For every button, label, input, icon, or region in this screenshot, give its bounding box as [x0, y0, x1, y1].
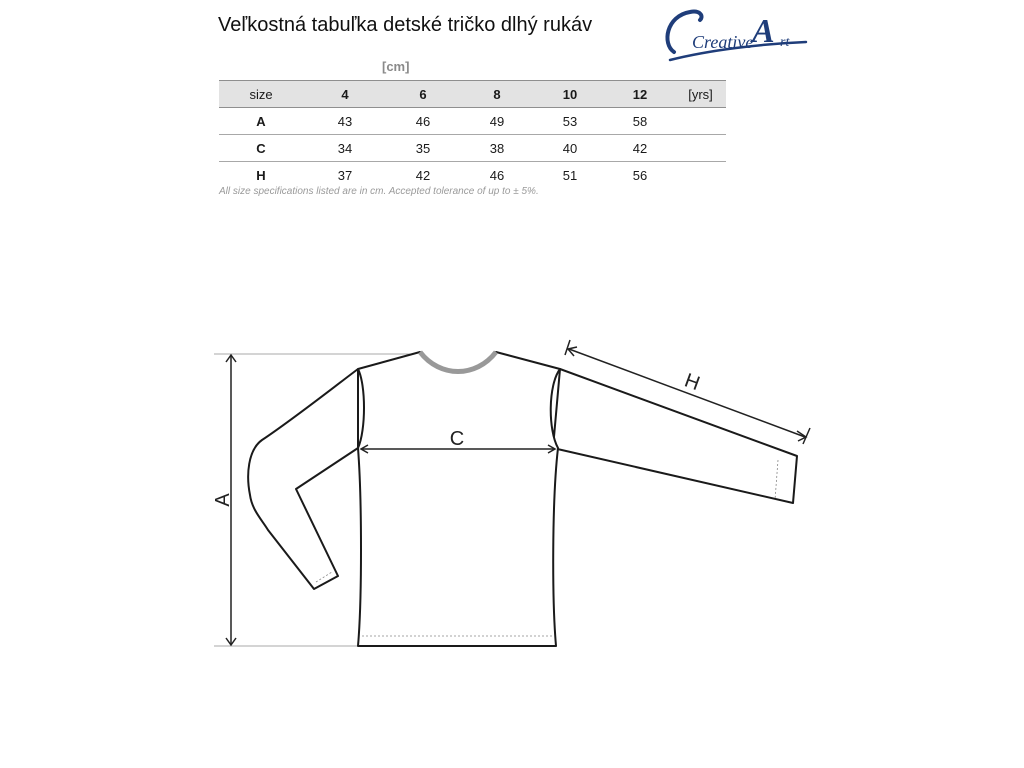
table-cell: 38 [489, 140, 505, 156]
table-cell: 35 [415, 140, 431, 156]
header-age-unit: [yrs] [688, 86, 713, 102]
shirt-outline [248, 352, 797, 646]
tolerance-note: All size specifications listed are in cm. Accepted tolerance of up to ± 5%. [219, 186, 539, 197]
unit-label-cm: [cm] [382, 59, 410, 74]
row-label: A [256, 113, 266, 129]
header-size-12: 12 [632, 86, 648, 102]
row-label: C [256, 140, 266, 156]
table-cell: 34 [337, 140, 353, 156]
page-title: Veľkostná tabuľka detské tričko dlhý rukáv [218, 14, 593, 36]
table-cell: 46 [415, 113, 431, 129]
table-cell: 46 [489, 167, 505, 183]
table-cell: 43 [337, 113, 353, 129]
table-cell: 53 [562, 113, 578, 129]
measure-a-label: A [212, 493, 234, 507]
table-cell: 51 [562, 167, 578, 183]
measure-c-label: C [449, 428, 465, 450]
header-size-6: 6 [419, 86, 427, 102]
table-cell: 56 [632, 167, 648, 183]
row-label: H [256, 167, 266, 183]
header-size-4: 4 [341, 86, 349, 102]
table-cell: 42 [415, 167, 431, 183]
table-cell: 40 [562, 140, 578, 156]
logo-text-a: A [752, 13, 775, 50]
measure-h-label: H [681, 369, 703, 396]
logo-text-creative: Creative [692, 32, 754, 52]
logo-text-rt: rt [780, 35, 790, 50]
table-cell: 42 [632, 140, 648, 156]
table-cell: 49 [489, 113, 505, 129]
table-cell: 37 [337, 167, 353, 183]
header-size-8: 8 [493, 86, 501, 102]
header-size-10: 10 [562, 86, 578, 102]
table-cell: 58 [632, 113, 648, 129]
header-size-label: size [249, 86, 273, 102]
